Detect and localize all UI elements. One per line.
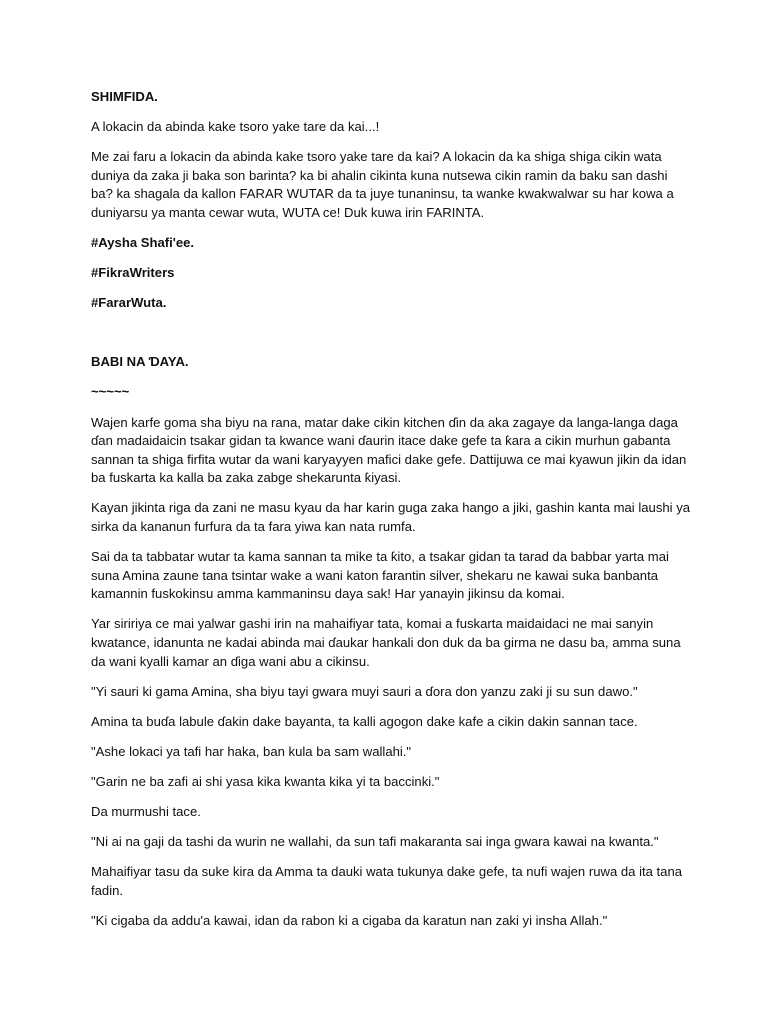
chapter-paragraph: "Ni ai na gaji da tashi da wurin ne wallahi, da sun tafi makaranta sai inga gwara kawai na kwanta." — [91, 834, 659, 850]
chapter-paragraph: Wajen karfe goma sha biyu na rana, matar dake cikin kitchen ɗin da aka zagaye da langa-langa daga ɗan madaidaicin tsakar gidan ta kwance wani ɗaurin itace dake gefe ta ƙara a cikin murhun gabanta sannan ta shiga firfita wutar da wani karyayyen mafici dake gefe. Dattijuwa ce mai kyawun jikin da idan ba fuskarta ka kalla ba zaka zabge shekarunta ƙiyasi. — [91, 414, 687, 486]
chapter-paragraph: "Yi sauri ki gama Amina, sha biyu tayi gwara muyi sauri a ɗora don yanzu zaki ji su sun dawo." — [91, 683, 638, 699]
chapter-paragraph: Kayan jikinta riga da zani ne masu kyau da har karin guga zaka hango a jiki, gashin kanta mai laushi ya sirka da kananun furfura da ta fara yiwa kan nata rumfa. — [91, 500, 691, 534]
intro-paragraph: Me zai faru a lokacin da abinda kake tsoro yake tare da kai? A lokacin da ka shiga shiga cikin wata duniya da zaka ji baka son barinta? ka bi ahalin cikinta kuna nutsewa cikin ramin da baku san dashi ba? ka shagala da kallon FARAR WUTAR da ta juye tunaninsu, ta wanke kwakwalwar su har kowa a duniyarsu ya manta cewar wuta, WUTA ce! Duk kuwa irin FARINTA. — [91, 149, 674, 220]
chapter-paragraph: Amina ta buɗa labule ɗakin dake bayanta, ta kalli agogon dake kafe a cikin dakin sannan tace. — [91, 713, 638, 729]
hashtag-title: #FararWuta. — [91, 295, 167, 311]
intro-heading: SHIMFIDA. — [91, 89, 158, 104]
document-page — [91, 88, 691, 942]
intro-tagline: A lokacin da abinda kake tsoro yake tare da kai...! — [91, 119, 380, 135]
hashtag-author: #Aysha Shafi'ee. — [91, 235, 195, 251]
chapter-paragraph: Yar siririya ce mai yalwar gashi irin na mahaifiyar tata, komai a fuskarta maidaidaci ne mai sanyin kwatance, idanunta ne kadai abinda mai ɗaukar hankali don duk da ba girma ne dasu ba, amma suna da wani kyalli kamar an ɗiga wani abu a cikinsu. — [91, 616, 681, 669]
chapter-paragraph: Sai da ta tabbatar wutar ta kama sannan ta mike ta ƙito, a tsakar gidan ta tarad da babbar yarta mai suna Amina zaune tana tsintar wake a wani katon farantin silver, shekaru ne kawai suka banbanta kamannin fuskokinsu amma kammaninsu daya sak! Har yanayin jikinsu da komai. — [91, 549, 669, 602]
chapter-paragraph: Da murmushi tace. — [91, 804, 201, 820]
chapter-title: BABI NA ƊAYA. — [91, 354, 189, 370]
section-gap — [91, 324, 691, 353]
chapter-paragraph: Mahaifiyar tasu da suke kira da Amma ta dauki wata tukunya dake gefe, ta nufi wajen ruwa da ita tana fadin. — [91, 864, 683, 898]
chapter-paragraph: "Garin ne ba zafi ai shi yasa kika kwanta kika yi ta baccinki." — [91, 773, 440, 789]
hashtag-writers: #FikraWriters — [91, 265, 175, 281]
chapter-paragraph: "Ashe lokaci ya tafi har haka, ban kula ba sam wallahi." — [91, 743, 412, 759]
chapter-paragraph: "Ki cigaba da addu'a kawai, idan da rabon ki a cigaba da karatun nan zaki yi insha Allah." — [91, 912, 608, 928]
chapter-divider: ~~~~~ — [91, 384, 130, 400]
